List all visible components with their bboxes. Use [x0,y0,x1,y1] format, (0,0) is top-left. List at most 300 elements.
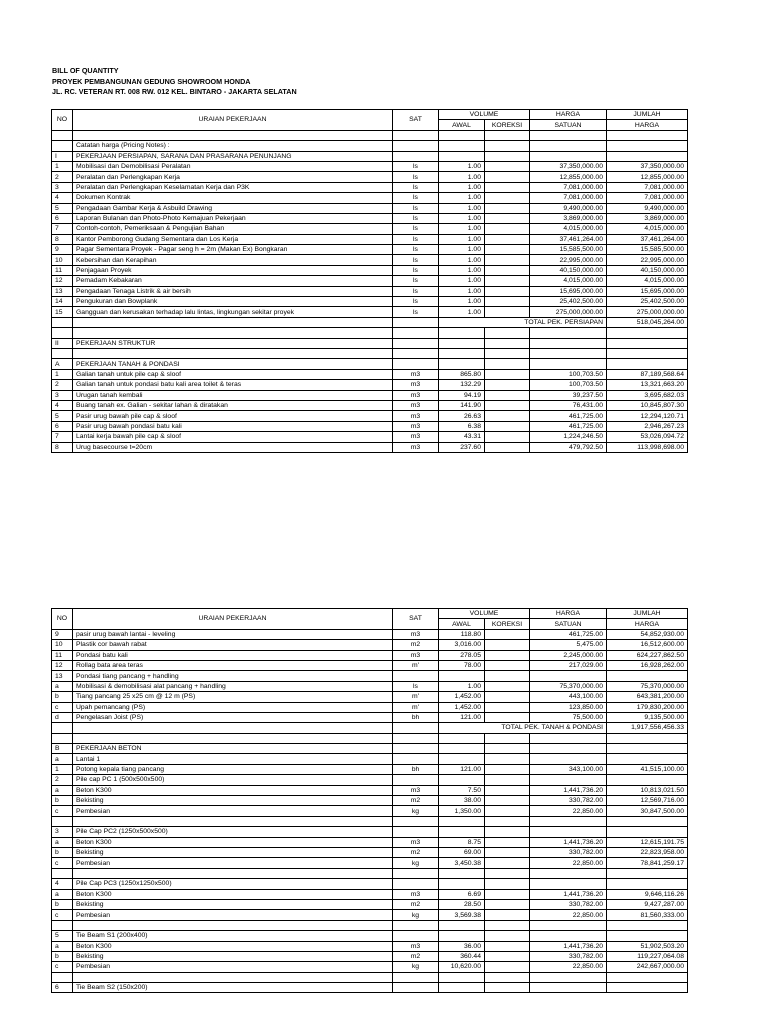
row-desc: Penjagaan Proyek [73,265,393,275]
row-harga-satuan: 461,725.00 [530,421,607,431]
row-sat: m3 [393,390,439,400]
row-sat: m3 [393,411,439,421]
row-harga-satuan: 37,461,264.00 [530,234,607,244]
row-jumlah [607,359,688,369]
row-desc: Pasir urug bawah pile cap & sloof [73,411,393,421]
row-koreksi [485,265,530,275]
row-sat: m3 [393,421,439,431]
row-awal [439,931,485,941]
row-desc: Bekisting [73,847,393,857]
row-no: 6 [52,421,73,431]
row-desc: Pembesian [73,806,393,816]
row-awal [439,151,485,161]
row-no: a [52,754,73,764]
table-row [52,650,688,660]
empty-cell [439,328,485,338]
col-volume: VOLUME [439,110,530,120]
row-jumlah: 87,189,568.64 [607,369,688,379]
row-koreksi [485,879,530,889]
row-desc: pasir urug bawah lantai - leveling [73,629,393,639]
row-koreksi [485,245,530,255]
empty-cell [73,733,393,743]
row-koreksi [485,193,530,203]
table-row [52,151,688,161]
table-row [52,681,688,691]
row-harga-satuan: 40,150,000.00 [530,265,607,275]
total-row [52,317,688,327]
row-jumlah [607,338,688,348]
table-row [52,245,688,255]
empty-cell [607,348,688,358]
row-desc: Peralatan dan Perlengkapan Keselamatan Kerja dan P3K [73,182,393,192]
blank-row [52,868,688,878]
total-amount: 518,045,264.00 [607,317,688,327]
row-awal: 1,452.00 [439,702,485,712]
row-jumlah [607,141,688,151]
row-koreksi [485,764,530,774]
row-awal: 3,569.38 [439,910,485,920]
row-harga-satuan [530,775,607,785]
row-no: 11 [52,650,73,660]
empty-cell [439,816,485,826]
row-harga-satuan: 15,585,500.00 [530,245,607,255]
row-jumlah: 9,490,000.00 [607,203,688,213]
row-desc: Pile Cap PC2 (1250x500x500) [73,827,393,837]
row-awal: 118.80 [439,629,485,639]
empty-cell [530,733,607,743]
row-harga-satuan [530,879,607,889]
table-row [52,203,688,213]
row-no: 15 [52,307,73,317]
table-row [52,234,688,244]
row-koreksi [485,161,530,171]
row-no: B [52,744,73,754]
row-desc: Potong kepala tiang pancang [73,764,393,774]
row-jumlah: 9,646,116.26 [607,889,688,899]
row-no: 5 [52,203,73,213]
empty-cell [530,816,607,826]
row-desc: Rollag bata area teras [73,660,393,670]
row-harga-satuan [530,359,607,369]
row-jumlah: 12,855,000.00 [607,172,688,182]
row-harga-satuan: 22,850.00 [530,910,607,920]
row-desc: Beton K300 [73,889,393,899]
total-label: TOTAL PEK. TANAH & PONDASI [439,723,607,733]
row-koreksi [485,276,530,286]
empty-cell [607,972,688,982]
row-jumlah: 7,081,000.00 [607,193,688,203]
document-header [52,66,297,98]
row-koreksi [485,400,530,410]
row-sat: m2 [393,796,439,806]
row-harga-satuan: 22,850.00 [530,962,607,972]
row-desc: Lantai 1 [73,754,393,764]
row-jumlah: 37,350,000.00 [607,161,688,171]
row-desc: PEKERJAAN PERSIAPAN, SARANA DAN PRASARANA PENUNJANG [73,151,393,161]
row-jumlah: 53,026,094.72 [607,432,688,442]
row-no: 8 [52,442,73,452]
row-koreksi [485,899,530,909]
col-no: NO [52,110,73,131]
row-jumlah [607,775,688,785]
row-harga-satuan: 22,995,000.00 [530,255,607,265]
table-row [52,847,688,857]
row-koreksi [485,744,530,754]
col-satuan: SATUAN [530,120,607,130]
row-awal: 1.00 [439,172,485,182]
row-awal: 1.00 [439,276,485,286]
row-no: b [52,796,73,806]
row-awal: 3,016.00 [439,640,485,650]
project-address: JL. RC. VETERAN RT. 008 RW. 012 KEL. BINTARO - JAKARTA SELATAN [52,87,297,97]
row-awal: 1.00 [439,245,485,255]
row-no: a [52,837,73,847]
row-sat [393,744,439,754]
row-no: a [52,941,73,951]
col-uraian: URAIAN PEKERJAAN [73,609,393,630]
row-awal: 1.00 [439,224,485,234]
row-awal: 1.00 [439,213,485,223]
row-jumlah: 3,869,000.00 [607,213,688,223]
row-sat: ls [393,265,439,275]
row-desc: Bekisting [73,899,393,909]
empty-cell [530,868,607,878]
empty-cell [439,972,485,982]
row-jumlah: 16,512,600.00 [607,640,688,650]
row-no: 1 [52,764,73,774]
row-sat: m3 [393,837,439,847]
row-koreksi [485,359,530,369]
col-jumlah-harga: HARGA [607,120,688,130]
table-row [52,421,688,431]
row-sat: ls [393,276,439,286]
row-desc: PEKERJAAN BETON [73,744,393,754]
row-koreksi [485,172,530,182]
row-harga-satuan: 1,441,736.20 [530,889,607,899]
row-no: a [52,889,73,899]
empty-cell [393,348,439,358]
row-awal: 1.00 [439,234,485,244]
row-jumlah: 10,845,807.30 [607,400,688,410]
row-desc: Mobilisasi & demobilisasi alat pancang + handling [73,681,393,691]
table-row [52,764,688,774]
empty-cell [485,816,530,826]
row-sat: kg [393,858,439,868]
empty-cell [607,920,688,930]
row-jumlah: 242,667,000.00 [607,962,688,972]
empty-cell [530,972,607,982]
row-koreksi [485,234,530,244]
empty-cell [73,816,393,826]
row-no: 5 [52,411,73,421]
row-desc: Pengelasan Joist (PS) [73,712,393,722]
row-desc: Catatan harga (Pricing Notes) : [73,141,393,151]
row-awal: 1.00 [439,681,485,691]
row-koreksi [485,837,530,847]
row-no: 13 [52,671,73,681]
empty-cell [607,733,688,743]
row-sat: m3 [393,629,439,639]
row-no: 9 [52,629,73,639]
row-harga-satuan: 3,869,000.00 [530,213,607,223]
row-sat: ls [393,234,439,244]
row-koreksi [485,151,530,161]
row-sat: kg [393,806,439,816]
empty-cell [52,868,73,878]
row-harga-satuan: 217,029.00 [530,660,607,670]
row-harga-satuan: 330,782.00 [530,847,607,857]
row-jumlah: 12,615,191.75 [607,837,688,847]
table-row [52,224,688,234]
col-satuan: SATUAN [530,619,607,629]
blank-row [52,816,688,826]
row-harga-satuan [530,744,607,754]
row-desc: Pengadaan Gambar Kerja & Asbuild Drawing [73,203,393,213]
col-jumlah: JUMLAH [607,609,688,619]
row-desc: Pembesian [73,858,393,868]
total-label: TOTAL PEK. PERSIAPAN [439,317,607,327]
row-no: I [52,151,73,161]
row-desc: Beton K300 [73,785,393,795]
row-koreksi [485,432,530,442]
blank-row [52,733,688,743]
row-awal: 1,350.00 [439,806,485,816]
row-awal: 36.00 [439,941,485,951]
row-no: c [52,962,73,972]
row-no: 4 [52,879,73,889]
table-row [52,827,688,837]
row-sat: ls [393,203,439,213]
row-sat [393,151,439,161]
blank-row [52,348,688,358]
row-no: II [52,338,73,348]
empty-cell [485,130,530,140]
row-awal: 6.69 [439,889,485,899]
row-koreksi [485,650,530,660]
table-row [52,411,688,421]
row-no: 12 [52,660,73,670]
row-sat: m2 [393,847,439,857]
row-no: 2 [52,172,73,182]
empty-cell [439,868,485,878]
row-no: d [52,712,73,722]
row-sat: m3 [393,432,439,442]
row-awal [439,338,485,348]
row-harga-satuan: 275,000,000.00 [530,307,607,317]
row-harga-satuan: 37,350,000.00 [530,161,607,171]
row-sat: ls [393,172,439,182]
row-desc: Contoh-contoh, Pemeriksaan & Pengujian Bahan [73,224,393,234]
row-sat: ls [393,193,439,203]
row-harga-satuan: 479,792.50 [530,442,607,452]
row-koreksi [485,858,530,868]
row-sat [393,723,439,733]
empty-cell [607,816,688,826]
empty-cell [393,328,439,338]
row-awal: 8.75 [439,837,485,847]
table-row [52,442,688,452]
row-jumlah [607,827,688,837]
row-awal [439,983,485,993]
row-awal: 1.00 [439,255,485,265]
row-no: 8 [52,234,73,244]
table-row [52,837,688,847]
empty-cell [607,868,688,878]
row-sat: m3 [393,785,439,795]
row-sat: bh [393,764,439,774]
row-no: 6 [52,213,73,223]
table-row [52,899,688,909]
row-koreksi [485,910,530,920]
row-harga-satuan: 330,782.00 [530,951,607,961]
table-row [52,390,688,400]
table-row [52,432,688,442]
row-jumlah: 4,015,000.00 [607,276,688,286]
table-row [52,754,688,764]
row-jumlah: 624,227,862.50 [607,650,688,660]
row-no: b [52,951,73,961]
table-row [52,671,688,681]
row-sat [393,141,439,151]
row-no: 2 [52,380,73,390]
row-sat: m2 [393,640,439,650]
table-row [52,806,688,816]
row-koreksi [485,411,530,421]
row-koreksi [485,369,530,379]
row-desc: Upah pemancang (PS) [73,702,393,712]
row-awal: 1.00 [439,307,485,317]
table-row [52,369,688,379]
table-row [52,640,688,650]
row-desc: Pile Cap PC3 (1250x1250x500) [73,879,393,889]
table-row [52,775,688,785]
row-no: 14 [52,297,73,307]
row-sat: kg [393,962,439,972]
row-sat: ls [393,224,439,234]
row-sat: m3 [393,650,439,660]
table-row [52,660,688,670]
total-row [52,723,688,733]
row-jumlah: 41,515,100.00 [607,764,688,774]
empty-cell [73,348,393,358]
row-harga-satuan: 461,725.00 [530,411,607,421]
row-no: 4 [52,400,73,410]
row-koreksi [485,255,530,265]
row-jumlah: 7,081,000.00 [607,182,688,192]
empty-cell [607,328,688,338]
row-jumlah: 3,695,682.03 [607,390,688,400]
empty-cell [52,130,73,140]
col-no: NO [52,609,73,630]
table-row [52,400,688,410]
row-koreksi [485,931,530,941]
row-no: 3 [52,827,73,837]
row-desc: Kantor Pemborong Gudang Sementara dan Los Kerja [73,234,393,244]
empty-cell [393,733,439,743]
empty-cell [485,868,530,878]
row-koreksi [485,338,530,348]
empty-cell [52,733,73,743]
row-desc: Pile cap PC 1 (500x500x500) [73,775,393,785]
row-jumlah: 113,998,698.00 [607,442,688,452]
row-desc: Tiang pancang 25 x25 cm @ 12 m (PS) [73,692,393,702]
row-harga-satuan: 25,402,500.00 [530,297,607,307]
table-row [52,910,688,920]
row-no: 10 [52,255,73,265]
table-row [52,983,688,993]
row-jumlah: 13,321,663.20 [607,380,688,390]
row-jumlah: 12,294,120.71 [607,411,688,421]
row-awal: 10,620.00 [439,962,485,972]
empty-cell [530,348,607,358]
row-awal [439,671,485,681]
empty-cell [530,920,607,930]
table-row [52,692,688,702]
row-no [52,141,73,151]
col-awal: AWAL [439,619,485,629]
col-koreksi: KOREKSI [485,120,530,130]
row-koreksi [485,660,530,670]
table-row [52,213,688,223]
row-jumlah: 12,569,716.00 [607,796,688,806]
row-koreksi [485,681,530,691]
row-no: A [52,359,73,369]
row-jumlah [607,151,688,161]
row-sat: m' [393,660,439,670]
row-sat [393,931,439,941]
row-awal: 78.00 [439,660,485,670]
row-harga-satuan: 7,081,000.00 [530,182,607,192]
row-harga-satuan: 330,782.00 [530,796,607,806]
row-harga-satuan: 1,441,736.20 [530,941,607,951]
row-awal [439,775,485,785]
empty-cell [73,130,393,140]
row-desc: Plastik cor bawah rabat [73,640,393,650]
row-koreksi [485,213,530,223]
row-harga-satuan: 39,237.50 [530,390,607,400]
row-jumlah [607,931,688,941]
row-no: c [52,702,73,712]
row-jumlah: 119,227,064.08 [607,951,688,961]
row-sat: m3 [393,889,439,899]
row-jumlah: 37,461,264.00 [607,234,688,244]
row-awal: 121.00 [439,712,485,722]
row-awal: 94.19 [439,390,485,400]
empty-cell [485,348,530,358]
row-jumlah: 22,823,958.00 [607,847,688,857]
row-no [52,723,73,733]
row-jumlah: 51,902,503.20 [607,941,688,951]
col-sat: SAT [393,110,439,131]
blank-row [52,130,688,140]
row-no: 1 [52,161,73,171]
table-row [52,962,688,972]
row-sat [393,983,439,993]
row-no: b [52,899,73,909]
row-harga-satuan [530,141,607,151]
row-no: 9 [52,245,73,255]
row-harga-satuan [530,827,607,837]
row-koreksi [485,224,530,234]
empty-cell [393,972,439,982]
row-harga-satuan: 443,100.00 [530,692,607,702]
row-koreksi [485,182,530,192]
row-awal: 1.00 [439,193,485,203]
row-no: 5 [52,931,73,941]
row-no: 11 [52,265,73,275]
row-no: 3 [52,390,73,400]
row-no: a [52,681,73,691]
